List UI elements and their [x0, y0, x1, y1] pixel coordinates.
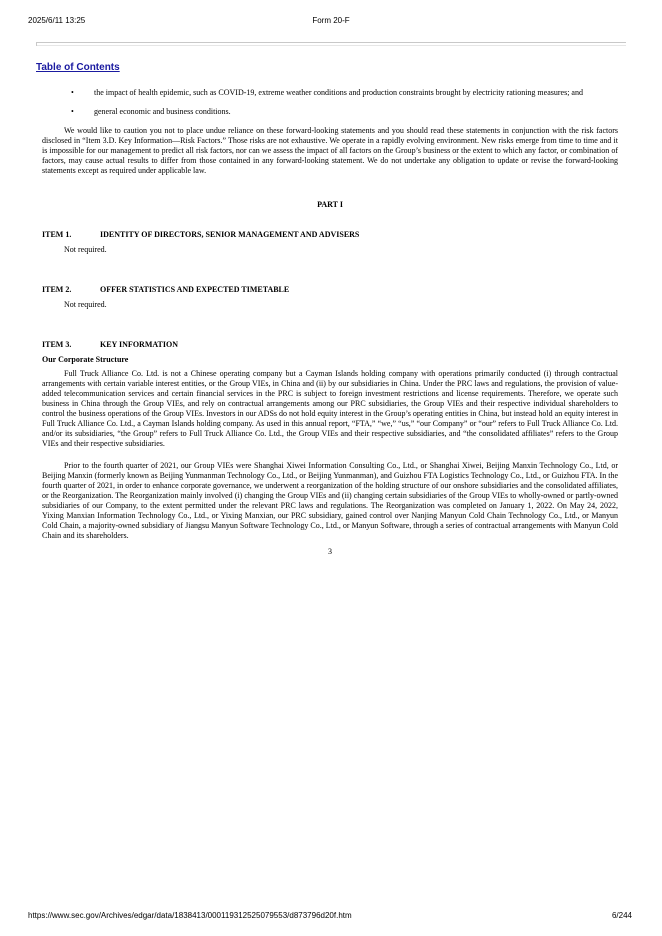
header-divider	[36, 42, 626, 46]
item-title: IDENTITY OF DIRECTORS, SENIOR MANAGEMENT AND ADVISERS	[100, 230, 360, 239]
part-heading: PART I	[317, 200, 343, 209]
bullet-icon: •	[71, 107, 74, 116]
bullet-text: general economic and business conditions.	[94, 107, 231, 116]
item-number: ITEM 2.	[42, 285, 72, 294]
bullet-text: the impact of health epidemic, such as COVID-19, extreme weather conditions and production constraints brought by electricity rationing measures; and	[94, 88, 583, 97]
list-item	[42, 107, 618, 117]
corporate-paragraph-1: Full Truck Alliance Co. Ltd. is not a Chinese operating company but a Cayman Islands holding company with operations primarily conducted (i) through contractual arrangements with certain variable interest entities, or the Group VIEs, in China and (ii) by our subsidiaries in China. Under the PRC laws and regulations, the provision of value-added telecommunication services and certain financial services in the PRC is subject to foreign investment restrictions and license requirements. Therefore, we operate such business in China through the Group VIEs, and rely on contractual arrangements among our PRC subsidiaries, the Group VIEs and their respective individual shareholders to control the business operations of the Group VIEs. Investors in our ADSs do not hold equity interest in the Group’s operating entities in China, but instead hold an equity interest in Full Truck Alliance Co. Ltd., a Cayman Islands holding company. As used in this annual report, “FTA,” “we,” “us,” “our Company” or “our” refers to Full Truck Alliance Co. Ltd. and/or its subsidiaries, “the Group” refers to Full Truck Alliance Co. Ltd., the Group VIEs and their respective subsidiaries, and “the consolidated affiliates” refers to the Group VIEs and their respective subsidiaries.	[42, 369, 618, 448]
list-item	[42, 88, 618, 98]
header-divider-cap	[36, 42, 37, 46]
source-url: https://www.sec.gov/Archives/edgar/data/1838413/000119312525079553/d873796d20f.htm	[28, 911, 352, 920]
caution-paragraph: We would like to caution you not to place undue reliance on these forward-looking statements and you should read these statements in conjunction with the risk factors disclosed in “Item 3.D. Key Information—Risk Factors.” Those risks are not exhaustive. We operate in a rapidly evolving environment. New risks emerge from time to time and it is impossible for our management to predict all risk factors, nor can we assess the impact of all factors on the Group’s business or the extent to which any factor, or combination of factors, may cause actual results to differ from those contained in any forward-looking statement. We do not undertake any obligation to update or revise the forward-looking statements except as required under applicable law.	[42, 126, 618, 175]
corporate-structure-heading: Our Corporate Structure	[42, 355, 129, 364]
document-title: Form 20-F	[312, 16, 350, 25]
item-2-body: Not required.	[64, 300, 107, 309]
page-count: 6/244	[611, 911, 632, 920]
item-title: OFFER STATISTICS AND EXPECTED TIMETABLE	[100, 285, 290, 294]
item-title: KEY INFORMATION	[100, 340, 178, 349]
item-2-heading	[42, 285, 618, 295]
item-number: ITEM 1.	[42, 230, 72, 239]
print-datetime: 2025/6/11 13:25	[28, 16, 86, 25]
item-number: ITEM 3.	[42, 340, 72, 349]
item-3-heading	[42, 340, 618, 350]
page-number: 3	[328, 547, 332, 556]
corporate-paragraph-2: Prior to the fourth quarter of 2021, our Group VIEs were Shanghai Xiwei Information Consulting Co., Ltd., or Shanghai Xiwei, Beijing Manxin Technology Co., Ltd, or Beijing Manxin (formerly known as Beijing Yunmanman Technology Co., Ltd., or Beijing Yunmanman), and Guizhou FTA Logistics Technology Co., Ltd., or Guizhou FTA. In the fourth quarter of 2021, in order to enhance corporate governance, we underwent a reorganization of the holding structure of our onshore subsidiaries and the consolidated affiliates, or the Reorganization. The Reorganization mainly involved (i) changing the Group VIEs and (ii) changing certain subsidiaries of the Group VIEs to wholly-owned or partly-owned subsidiaries of our Company, to the extent permitted under the relevant PRC laws and regulations. The Reorganization was completed on January 1, 2022. On May 24, 2022, Yixing Manxian Information Technology Co., Ltd., or Yixing Manxian, our PRC subsidiary, gained control over Nanjing Manyun Cold Chain Technology Co., Ltd., or Manyun Cold Chain, a majority-owned subsidiary of Jiangsu Manyun Software Technology Co., Ltd., or Manyun Software, through a series of contractual arrangements with Manyun Cold Chain and its shareholders.	[42, 461, 618, 540]
bullet-icon: •	[71, 88, 74, 97]
item-1-body: Not required.	[64, 245, 107, 254]
item-1-heading	[42, 230, 618, 240]
table-of-contents-link[interactable]: Table of Contents	[36, 62, 120, 73]
page-content	[42, 88, 618, 557]
